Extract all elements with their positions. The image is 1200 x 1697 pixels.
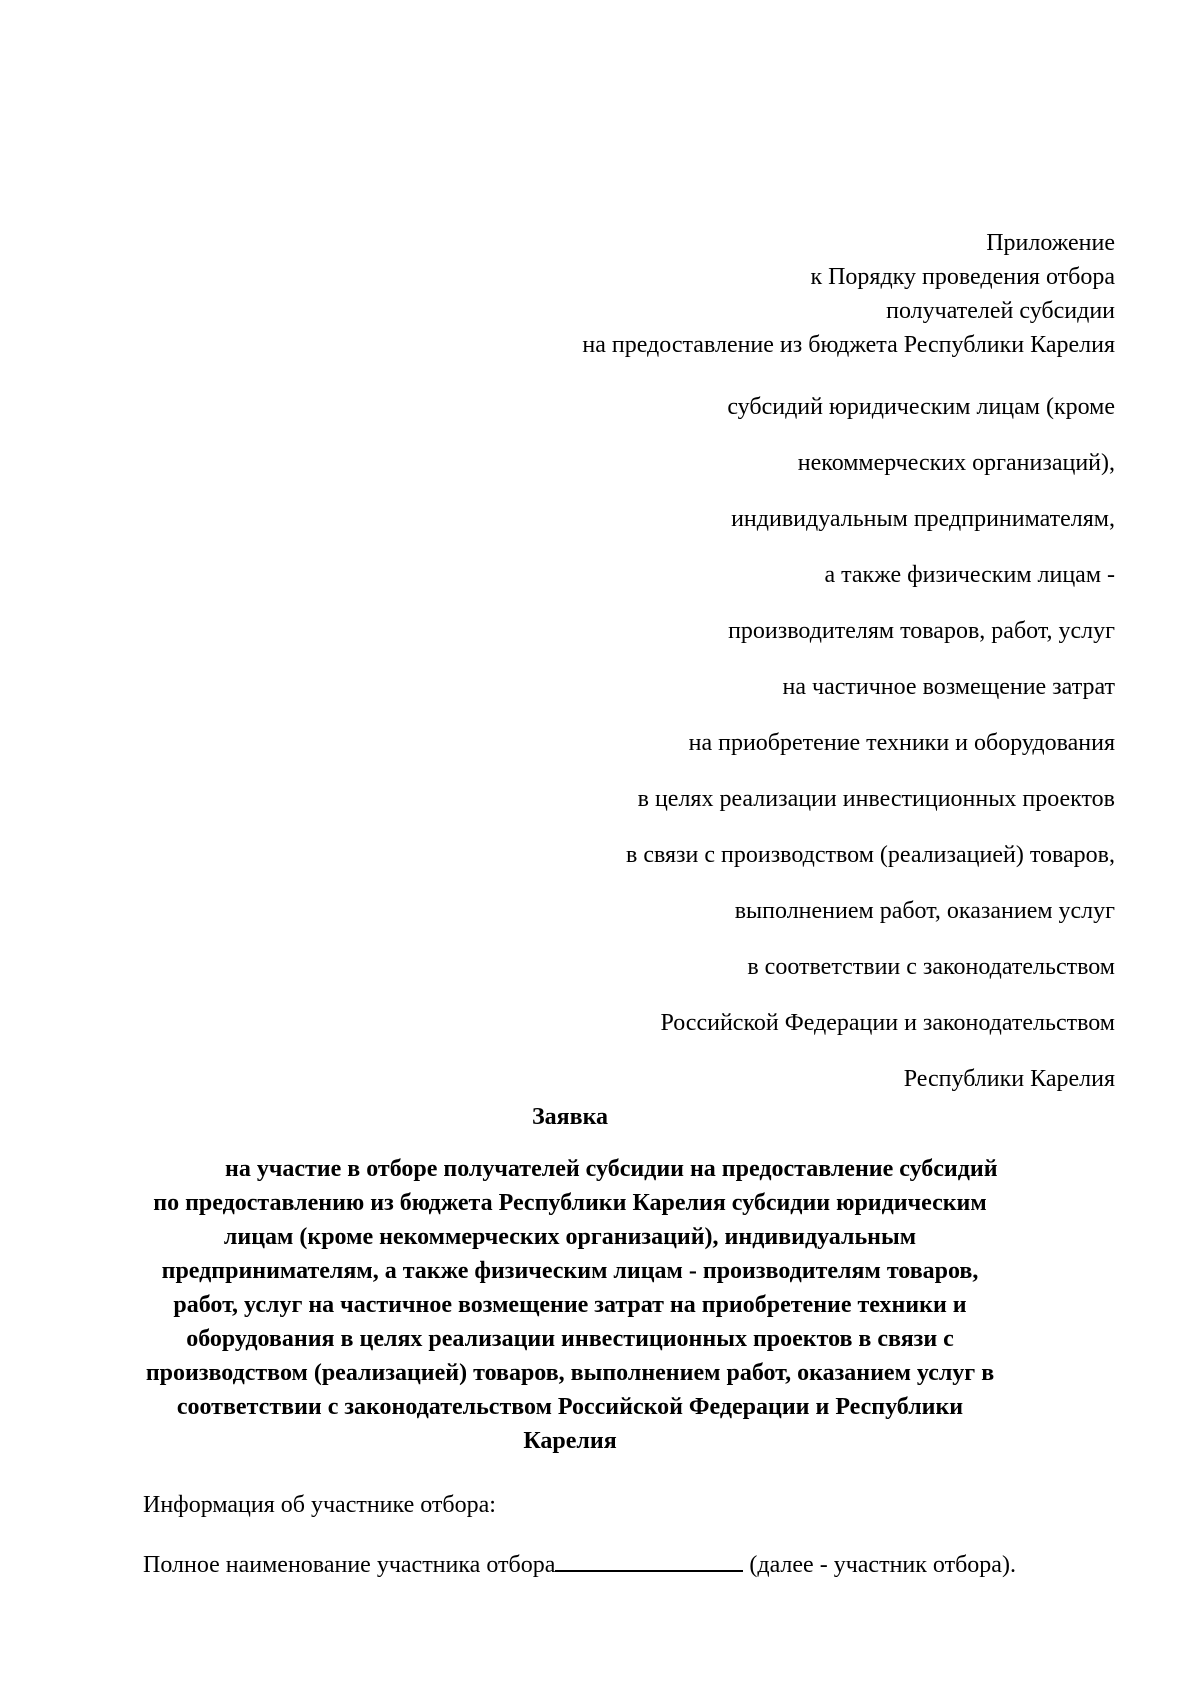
subtitle-line: на участие в отборе получателей субсидии на предоставление субсидий — [225, 1156, 998, 1182]
appendix-line: Приложение — [986, 230, 1115, 256]
appendix-line: субсидий юридическим лицам (кроме — [727, 394, 1115, 420]
subtitle-line: предпринимателям, а также физическим лицам - производителям товаров, — [161, 1258, 979, 1284]
appendix-line: в связи с производством (реализацией) товаров, — [625, 842, 1115, 868]
appendix-line: на приобретение техники и оборудования — [688, 730, 1115, 756]
appendix-line: производителям товаров, работ, услуг — [728, 618, 1115, 644]
appendix-line: получателей субсидии — [886, 298, 1115, 324]
appendix-line: а также физическим лицам - — [824, 562, 1115, 588]
subtitle-line: соответствии с законодательством Российской Федерации и Республики — [176, 1394, 964, 1420]
appendix-line: в целях реализации инвестиционных проектов — [637, 786, 1115, 812]
participant-full-name-row — [143, 1550, 1016, 1580]
appendix-line: Республики Карелия — [903, 1066, 1115, 1092]
appendix-line: индивидуальным предпринимателям, — [731, 506, 1115, 532]
appendix-line: Российской Федерации и законодательством — [660, 1010, 1115, 1036]
appendix-line: на предоставление из бюджета Республики Карелия — [582, 332, 1115, 358]
full-name-label: Полное наименование участника отбора — [143, 1552, 556, 1578]
full-name-suffix: (далее - участник отбора). — [749, 1552, 1016, 1578]
appendix-line: к Порядку проведения отбора — [810, 264, 1115, 290]
application-title: Заявка — [531, 1104, 609, 1130]
subtitle-line: работ, услуг на частичное возмещение затрат на приобретение техники и — [173, 1292, 967, 1318]
appendix-line: некоммерческих организаций), — [797, 450, 1115, 476]
participant-info-heading: Информация об участнике отбора: — [143, 1492, 496, 1518]
appendix-line: в соответствии с законодательством — [747, 954, 1115, 980]
subtitle-line: лицам (кроме некоммерческих организаций), индивидуальным — [223, 1224, 917, 1250]
appendix-line: на частичное возмещение затрат — [782, 674, 1115, 700]
subtitle-line: по предоставлению из бюджета Республики Карелия субсидии юридическим — [153, 1190, 987, 1216]
subtitle-line: оборудования в целях реализации инвестиционных проектов в связи с — [186, 1326, 954, 1352]
full-name-blank-field[interactable] — [555, 1552, 743, 1572]
subtitle-line: производством (реализацией) товаров, выполнением работ, оказанием услуг в — [145, 1360, 995, 1386]
appendix-line: выполнением работ, оказанием услуг — [734, 898, 1115, 924]
subtitle-line: Карелия — [523, 1428, 617, 1454]
